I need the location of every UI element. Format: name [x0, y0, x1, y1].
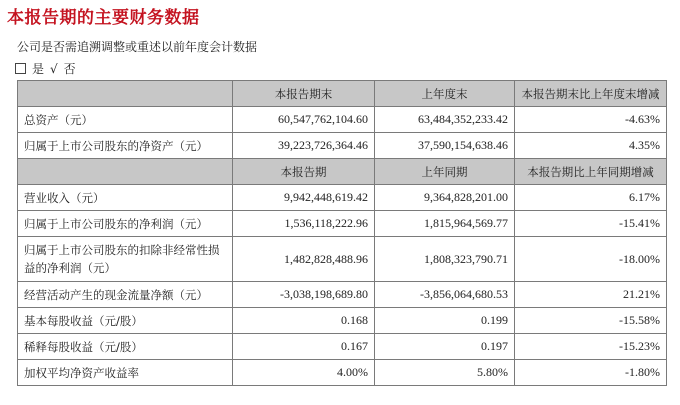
table-header-row: [18, 159, 667, 185]
change-value: -15.58%: [515, 308, 667, 334]
prior-value: 5.80%: [375, 360, 515, 386]
change-value: -15.41%: [515, 211, 667, 237]
header-cell: 本报告期比上年同期增减: [515, 159, 667, 185]
header-cell: 本报告期末比上年度末增减: [515, 81, 667, 107]
table-body: [18, 81, 667, 386]
change-value: -1.80%: [515, 360, 667, 386]
checkbox-yes: [15, 63, 26, 74]
current-value: 1,536,118,222.96: [233, 211, 375, 237]
restatement-question: 公司是否需追溯调整或重述以前年度会计数据: [17, 40, 258, 54]
table-header-row: [18, 81, 667, 107]
header-cell-blank: [18, 81, 233, 107]
prior-value: 1,808,323,790.71: [375, 237, 515, 282]
table-row: [18, 107, 667, 133]
current-value: 4.00%: [233, 360, 375, 386]
table-row: [18, 211, 667, 237]
header-cell: 上年同期: [375, 159, 515, 185]
change-value: -15.23%: [515, 334, 667, 360]
header-cell-blank: [18, 159, 233, 185]
header-cell: 本报告期末: [233, 81, 375, 107]
financial-data-table: [17, 80, 667, 386]
change-value: -4.63%: [515, 107, 667, 133]
prior-value: 37,590,154,638.46: [375, 133, 515, 159]
row-label: 加权平均净资产收益率: [18, 360, 233, 386]
row-label: 总资产（元）: [18, 107, 233, 133]
current-value: 39,223,726,364.46: [233, 133, 375, 159]
row-label: 归属于上市公司股东的净利润（元）: [18, 211, 233, 237]
current-value: 0.168: [233, 308, 375, 334]
change-value: 4.35%: [515, 133, 667, 159]
change-value: -18.00%: [515, 237, 667, 282]
header-cell: 本报告期: [233, 159, 375, 185]
page-title: 本报告期的主要财务数据: [7, 8, 200, 28]
current-value: 9,942,448,619.42: [233, 185, 375, 211]
table-row: [18, 360, 667, 386]
row-label: 营业收入（元）: [18, 185, 233, 211]
row-label: 经营活动产生的现金流量净额（元）: [18, 282, 233, 308]
restatement-choice: [15, 60, 82, 77]
table-row: [18, 237, 667, 282]
current-value: -3,038,198,689.80: [233, 282, 375, 308]
prior-value: 1,815,964,569.77: [375, 211, 515, 237]
prior-value: 0.197: [375, 334, 515, 360]
header-cell: 上年度末: [375, 81, 515, 107]
prior-value: 9,364,828,201.00: [375, 185, 515, 211]
prior-value: 63,484,352,233.42: [375, 107, 515, 133]
row-label: 归属于上市公司股东的扣除非经常性损益的净利润（元）: [18, 237, 233, 282]
row-label: 归属于上市公司股东的净资产（元）: [18, 133, 233, 159]
current-value: 60,547,762,104.60: [233, 107, 375, 133]
change-value: 21.21%: [515, 282, 667, 308]
check-mark-icon: √: [50, 61, 58, 76]
row-label: 稀释每股收益（元/股）: [18, 334, 233, 360]
table-row: [18, 308, 667, 334]
choice-yes-label: 是: [32, 62, 45, 76]
table-row: [18, 334, 667, 360]
current-value: 0.167: [233, 334, 375, 360]
table-row: [18, 282, 667, 308]
prior-value: -3,856,064,680.53: [375, 282, 515, 308]
table-row: [18, 185, 667, 211]
choice-no-label: 否: [63, 62, 76, 76]
current-value: 1,482,828,488.96: [233, 237, 375, 282]
prior-value: 0.199: [375, 308, 515, 334]
change-value: 6.17%: [515, 185, 667, 211]
table-row: [18, 133, 667, 159]
row-label: 基本每股收益（元/股）: [18, 308, 233, 334]
